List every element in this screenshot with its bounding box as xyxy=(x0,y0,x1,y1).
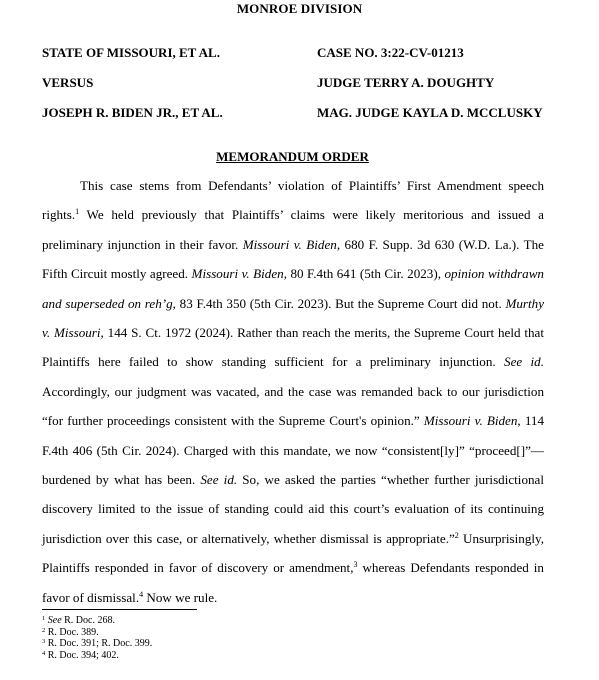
sentence-prior-holding: We held previously that Plaintiffs’ claims were likely meritorious and issued a preliminary injunction in their favor. xyxy=(42,207,544,252)
footnote-1 xyxy=(42,615,542,627)
sentence-defendants-response: whereas Defendants responded in favor of dismissal. xyxy=(42,560,544,605)
caption-plaintiff: STATE OF MISSOURI, ET AL. xyxy=(42,45,220,60)
case-name-missouri-v-biden-remand: Missouri v. Biden xyxy=(423,413,518,429)
citation-remand: , 114 F.4th 406 (5th Cir. 2024). Charged with this mandate, we now “consistent[ly]” “proceed[]”—burdened by what has been. xyxy=(42,413,545,488)
subsequent-history: opinion withdrawn and superseded on reh’g xyxy=(42,266,544,311)
caption-defendant: JOSEPH R. BIDEN JR., ET AL. xyxy=(42,105,223,120)
memorandum-order-title: MEMORANDUM ORDER xyxy=(216,149,369,164)
caption-case-number: CASE NO. 3:22-CV-01213 xyxy=(317,45,464,60)
sentence-plaintiffs-response: Unsurprisingly, Plaintiffs responded in favor of discovery or amendment, xyxy=(42,530,544,576)
opinion-paragraph xyxy=(42,171,544,612)
footnote-ref-1: 1 xyxy=(75,207,80,217)
footnotes xyxy=(42,615,542,661)
sentence-background: This case stems from Defendants’ violation of Plaintiffs’ First Amendment speech rights. xyxy=(42,178,544,223)
citation-fifth-circuit: 80 F.4th 641 (5th Cir. 2023), xyxy=(286,266,445,282)
footnote-number: 4 xyxy=(42,649,46,657)
caption-row-versus-judge xyxy=(42,75,562,91)
case-name-missouri-v-biden-fifth-circuit: Missouri v. Biden, xyxy=(191,266,287,282)
footnote-number: 3 xyxy=(42,638,46,646)
footnote-3 xyxy=(42,638,542,650)
case-name-murthy-v-missouri: Murthy v. Missouri xyxy=(42,295,544,341)
caption-row-defendant-magistrate xyxy=(42,105,562,121)
sentence-conclusion: Now we rule. xyxy=(143,589,218,605)
citation-district: , 680 F. Supp. 3d 630 (W.D. La.). The Fifth Circuit mostly agreed. xyxy=(42,236,544,282)
signal-see-id-1: See id. xyxy=(504,354,545,370)
sentence-question-to-parties: So, we asked the parties “whether further jurisdictional discovery limited to the issue of standing could aid this court’s evaluation of its continuing jurisdiction over this case, or alternatively, whether dismissal is appropriate.” xyxy=(42,472,544,546)
footnote-number: 1 xyxy=(42,615,46,622)
caption-judge: JUDGE TERRY A. DOUGHTY xyxy=(317,75,495,90)
footnote-separator xyxy=(42,609,197,610)
footnote-ref-2: 2 xyxy=(454,530,459,540)
footnote-number: 2 xyxy=(42,626,46,634)
footnote-ref-4: 4 xyxy=(139,589,144,599)
footnote-4 xyxy=(42,650,542,662)
footnote-text: R. Doc. 268. xyxy=(61,615,115,626)
court-division-heading: MONROE DIVISION xyxy=(236,1,363,16)
footnote-text: R. Doc. 389. xyxy=(45,626,99,638)
footnote-ref-3: 3 xyxy=(353,560,358,570)
footnote-2 xyxy=(42,627,542,639)
caption-row-parties-case xyxy=(42,45,562,61)
footnote-text: R. Doc. 394; 402. xyxy=(45,649,119,661)
case-name-missouri-v-biden-district: Missouri v. Biden xyxy=(242,236,337,252)
footnote-signal: See xyxy=(47,615,62,626)
sentence-remand: Accordingly, our judgment was vacated, and the case was remanded back to our jurisdiction “for further proceedings consistent with the Supreme Court's opinion.” xyxy=(42,383,544,429)
citation-supreme-court: , 144 S. Ct. 1972 (2024). Rather than reach the merits, the Supreme Court held that Plaintiffs here failed to show standing sufficient for a preliminary injunction. xyxy=(42,325,544,370)
caption-magistrate-judge: MAG. JUDGE KAYLA D. MCCLUSKY xyxy=(317,105,543,120)
caption-versus: VERSUS xyxy=(42,75,94,90)
citation-rehearing: , 83 F.4th 350 (5th Cir. 2023). But the Supreme Court did not. xyxy=(172,295,506,311)
signal-see-id-2: See id. xyxy=(200,472,238,488)
footnote-text: R. Doc. 391; R. Doc. 399. xyxy=(45,638,153,650)
